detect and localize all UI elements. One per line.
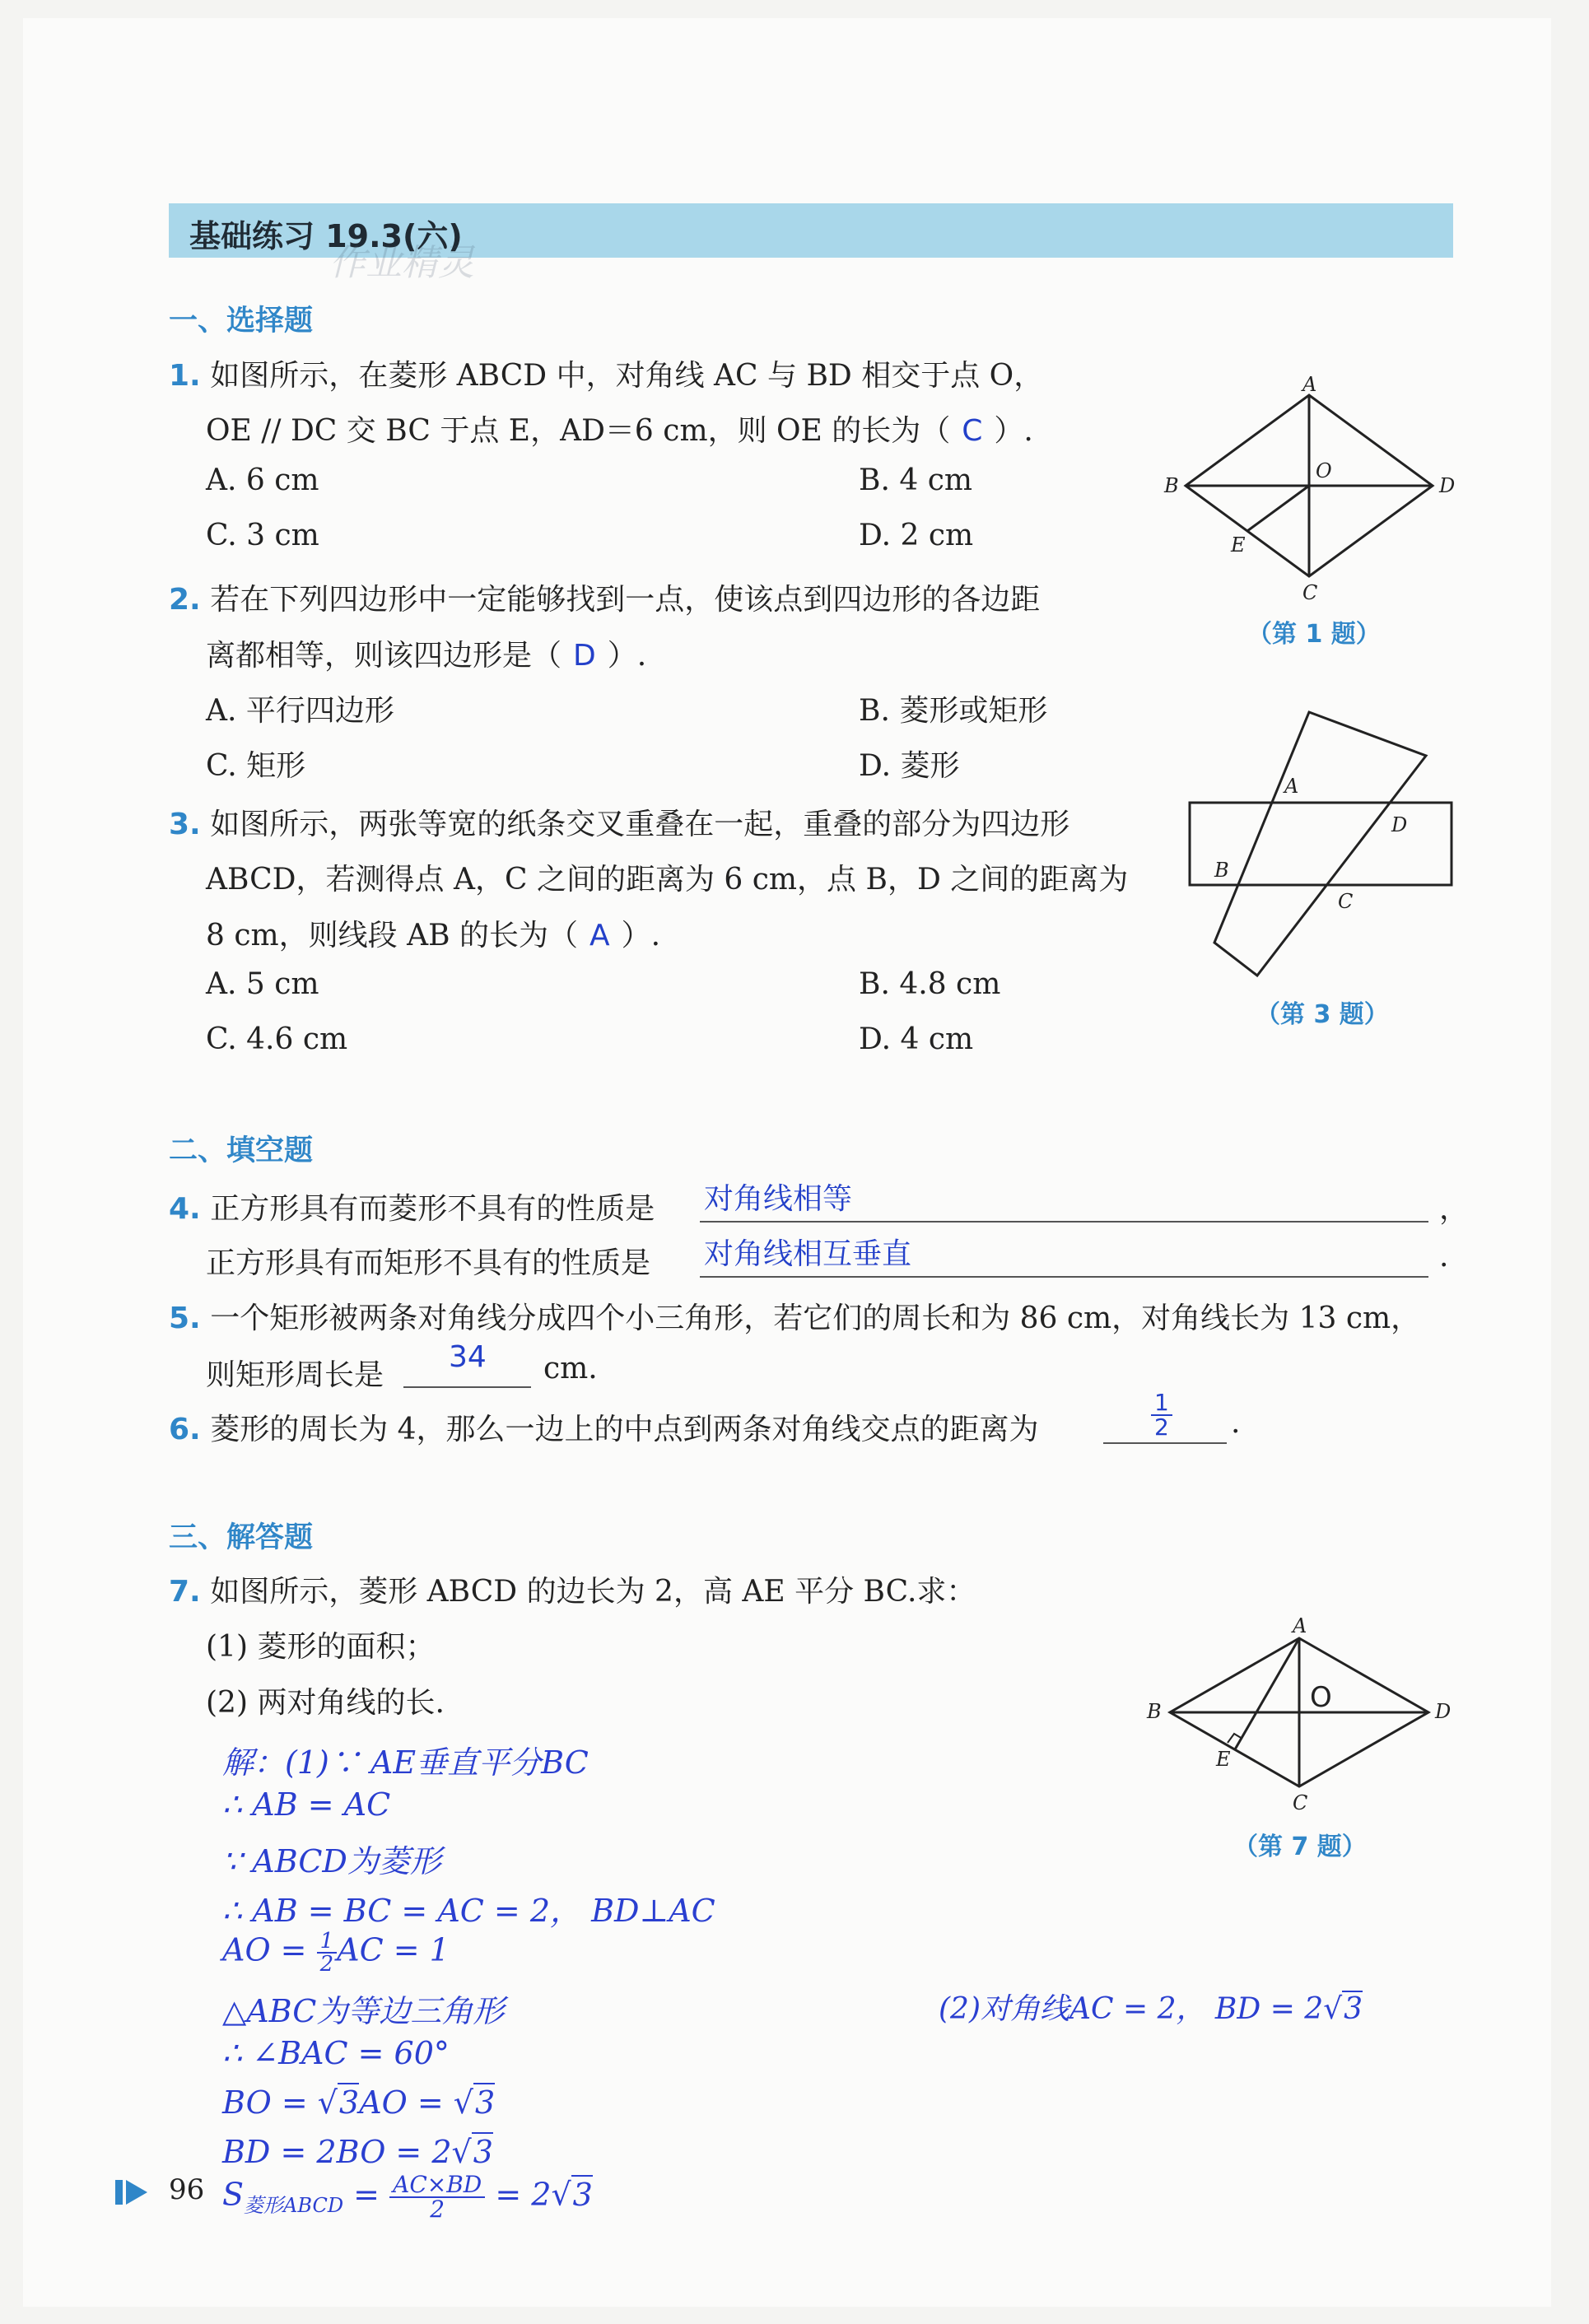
option-a: A. 6 cm	[206, 463, 319, 497]
option-d: D. 4 cm	[859, 1022, 974, 1056]
figure-1-caption: （第 1 题）	[1247, 620, 1381, 649]
question-text: 如图所示，两张等宽的纸条交叉重叠在一起，重叠的部分为四边形	[210, 808, 1070, 841]
answer-blank	[403, 1386, 531, 1388]
question-2	[169, 576, 1040, 618]
punctuation: .	[1439, 1240, 1449, 1274]
watermark: 作业精灵	[329, 242, 474, 284]
figure-7-caption: （第 7 题）	[1233, 1833, 1367, 1861]
label-c: C	[1338, 890, 1354, 913]
horizontal-strip	[1190, 803, 1452, 885]
option-b: B. 4 cm	[859, 463, 972, 497]
radicand: 3	[475, 2084, 496, 2121]
label-e: E	[1231, 533, 1246, 557]
radicand: 3	[473, 2134, 493, 2170]
section-heading-fill: 二、填空题	[169, 1134, 314, 1167]
fill-answer-2: 对角线相互垂直	[704, 1237, 912, 1271]
unit-text: cm.	[543, 1352, 598, 1386]
question-2-line2	[206, 632, 646, 674]
radicand: 3	[572, 2176, 593, 2213]
question-1-line2	[206, 408, 1033, 449]
section-heading-solve: 三、解答题	[169, 1521, 314, 1554]
solution-line-7: ∴ ∠BAC = 60°	[222, 2035, 450, 2071]
question-3-line2: ABCD，若测得点 A，C 之间的距离为 6 cm，点 B，D 之间的距离为	[206, 863, 1129, 897]
expr: (2)对角线AC = 2， BD = 2√	[939, 1992, 1343, 2026]
solution-line-1: 解：(1)∵ AE垂直平分BC	[222, 1744, 589, 1781]
option-d: D. 菱形	[859, 749, 960, 783]
label-d: D	[1435, 1700, 1452, 1723]
radicand: 3	[1344, 1992, 1363, 2026]
question-text: 8 cm，则线段 AB 的长为（	[206, 919, 578, 952]
label-e: E	[1216, 1748, 1231, 1771]
numerator: 1	[1151, 1391, 1172, 1416]
solution-line-5	[222, 1930, 450, 1975]
answer-choice: A	[589, 919, 610, 952]
expr: =	[353, 2176, 380, 2213]
question-3	[169, 801, 1069, 843]
label-b: B	[1164, 474, 1179, 497]
figure-7-rhombus	[1140, 1618, 1486, 1819]
label-a: A	[1293, 1618, 1307, 1637]
label-a: A	[1302, 375, 1317, 396]
label-d: D	[1439, 474, 1456, 497]
question-number: 6.	[169, 1413, 201, 1446]
question-text: 若在下列四边形中一定能够找到一点，使该点到四边形的各边距	[210, 583, 1041, 617]
solution-line-6: △ABC为等边三角形	[222, 1993, 505, 2029]
expr: = 2√	[495, 2176, 571, 2213]
question-number: 7.	[169, 1575, 201, 1609]
numerator: AC×BD	[389, 2173, 485, 2198]
answer-blank	[1103, 1442, 1227, 1444]
expr: S	[222, 2176, 245, 2213]
expr: AO = √	[359, 2084, 473, 2121]
label-c: C	[1293, 1791, 1308, 1814]
label-b: B	[1147, 1700, 1162, 1723]
sub-question-1: (1) 菱形的面积；	[206, 1630, 436, 1664]
question-number: 5.	[169, 1302, 201, 1335]
option-c: C. 矩形	[206, 749, 306, 783]
page-marker-bar	[115, 2180, 123, 2205]
question-number: 1.	[169, 359, 201, 393]
fill-answer-fraction	[1151, 1391, 1172, 1439]
question-1	[169, 352, 1043, 394]
figure-1-rhombus	[1153, 375, 1466, 605]
sub-question-2: (2) 两对角线的长.	[206, 1686, 445, 1720]
label-b: B	[1214, 859, 1229, 882]
question-text: OE // DC 交 BC 于点 E，AD＝6 cm，则 OE 的长为（	[206, 414, 951, 448]
label-a: A	[1284, 775, 1299, 798]
expr: BO = √	[222, 2084, 338, 2121]
solution-line-3: ∵ ABCD为菱形	[222, 1843, 441, 1879]
denominator: 2	[430, 2196, 445, 2223]
question-text: 正方形具有而菱形不具有的性质是	[210, 1192, 655, 1226]
figure-3-caption: （第 3 题）	[1256, 1000, 1389, 1029]
question-text: ）.	[994, 414, 1033, 448]
answer-choice: D	[573, 639, 596, 673]
figure-3-paper-strips	[1177, 704, 1466, 988]
numerator: 1	[317, 1930, 338, 1954]
radicand: 3	[339, 2084, 360, 2121]
solution-line-4: ∴ AB = BC = AC = 2， BD⊥AC	[222, 1893, 715, 1929]
label-d: D	[1391, 813, 1408, 836]
option-c: C. 3 cm	[206, 519, 319, 552]
page-title: 基础练习 19.3(六)	[189, 218, 463, 254]
expr: AO =	[222, 1931, 307, 1968]
question-number: 3.	[169, 808, 201, 841]
question-text: 离都相等，则该四边形是（	[206, 639, 562, 673]
label-o: O	[1310, 1681, 1332, 1714]
option-b: B. 菱形或矩形	[859, 694, 1048, 728]
solution-line-10	[222, 2173, 593, 2221]
solution-part-2	[939, 1986, 1363, 2028]
fill-answer: 34	[449, 1340, 487, 1374]
label-o: O	[1316, 459, 1332, 482]
solution-line-9	[222, 2134, 493, 2170]
punctuation: ，	[1439, 1192, 1470, 1226]
question-number: 2.	[169, 583, 201, 617]
question-text: ）.	[607, 639, 647, 673]
question-number: 4.	[169, 1192, 201, 1226]
option-d: D. 2 cm	[859, 519, 974, 552]
question-text: 菱形的周长为 4，那么一边上的中点到两条对角线交点的距离为	[210, 1413, 1039, 1446]
answer-choice: C	[962, 414, 983, 448]
question-4	[169, 1185, 655, 1227]
question-4-line2: 正方形具有而矩形不具有的性质是	[206, 1246, 651, 1280]
solution-line-8	[222, 2084, 495, 2121]
option-c: C. 4.6 cm	[206, 1022, 348, 1056]
question-5	[169, 1295, 1420, 1337]
answer-blank	[700, 1221, 1428, 1223]
question-text: 如图所示，菱形 ABCD 的边长为 2，高 AE 平分 BC.求：	[210, 1575, 976, 1609]
segment-oe	[1247, 486, 1309, 531]
option-a: A. 平行四边形	[206, 694, 394, 728]
subscript: 菱形ABCD	[244, 2194, 344, 2218]
question-text: 如图所示，在菱形 ABCD 中，对角线 AC 与 BD 相交于点 O，	[210, 359, 1044, 393]
option-a: A. 5 cm	[206, 967, 319, 1001]
question-7	[169, 1568, 976, 1610]
expr: AC = 1	[337, 1931, 450, 1968]
section-heading-choice: 一、选择题	[169, 305, 314, 338]
denominator: 2	[319, 1952, 334, 1977]
fill-answer-1: 对角线相等	[704, 1182, 853, 1216]
label-c: C	[1302, 581, 1318, 604]
question-5-line2: 则矩形周长是	[206, 1358, 384, 1392]
question-text: ）.	[621, 919, 661, 952]
answer-blank	[700, 1276, 1428, 1278]
option-b: B. 4.8 cm	[859, 967, 1001, 1001]
solution-line-2: ∴ AB = AC	[222, 1786, 391, 1823]
punctuation: .	[1231, 1406, 1241, 1440]
height-ae	[1235, 1638, 1299, 1749]
question-text: 一个矩形被两条对角线分成四个小三角形，若它们的周长和为 86 cm，对角线长为 13 cm，	[210, 1302, 1421, 1335]
expr: BD = 2BO = 2√	[222, 2134, 472, 2170]
page-marker-arrow-icon	[126, 2180, 147, 2205]
page-number: 96	[169, 2173, 205, 2206]
denominator: 2	[1154, 1413, 1169, 1441]
question-6	[169, 1406, 1039, 1448]
slanted-strip	[1214, 712, 1426, 976]
question-3-line3	[206, 912, 660, 954]
